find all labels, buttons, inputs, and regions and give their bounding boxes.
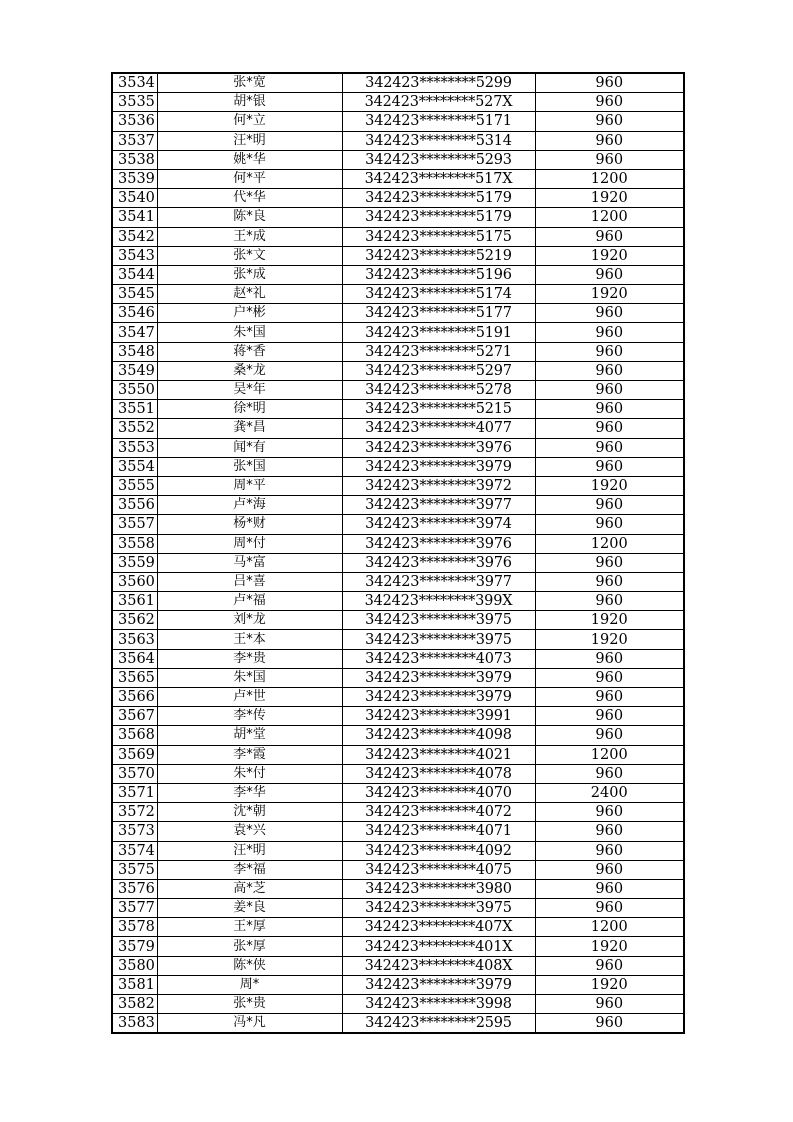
name-cell: 汪*明 (157, 841, 342, 860)
id-number-cell: 342423********3975 (342, 611, 535, 630)
id-number-cell: 342423********5215 (342, 400, 535, 419)
id-number-cell: 342423********3977 (342, 496, 535, 515)
name-cell: 龚*昌 (157, 419, 342, 438)
table-row (112, 131, 684, 150)
table-row (112, 534, 684, 553)
row-number-cell: 3547 (112, 323, 157, 342)
name-cell: 汪*明 (157, 131, 342, 150)
id-number-cell: 342423********4078 (342, 764, 535, 783)
amount-cell: 1200 (535, 208, 684, 227)
row-number-cell: 3549 (112, 361, 157, 380)
id-number-cell: 342423********5293 (342, 150, 535, 169)
name-cell: 胡*堂 (157, 726, 342, 745)
id-number-cell: 342423********3976 (342, 553, 535, 572)
table-row (112, 496, 684, 515)
amount-cell: 960 (535, 841, 684, 860)
table-row (112, 764, 684, 783)
name-cell: 卢*海 (157, 496, 342, 515)
table-row (112, 553, 684, 572)
table-row (112, 841, 684, 860)
row-number-cell: 3545 (112, 285, 157, 304)
id-number-cell: 342423********3979 (342, 457, 535, 476)
amount-cell: 960 (535, 400, 684, 419)
table-row (112, 381, 684, 400)
amount-cell: 960 (535, 822, 684, 841)
amount-cell: 960 (535, 131, 684, 150)
id-number-cell: 342423********4072 (342, 803, 535, 822)
table-row (112, 630, 684, 649)
amount-cell: 960 (535, 764, 684, 783)
amount-cell: 1920 (535, 937, 684, 956)
table-row (112, 572, 684, 591)
id-number-cell: 342423********4098 (342, 726, 535, 745)
name-cell: 李*传 (157, 707, 342, 726)
id-number-cell: 342423********5297 (342, 361, 535, 380)
row-number-cell: 3558 (112, 534, 157, 553)
data-table (111, 72, 685, 1034)
table-row (112, 208, 684, 227)
row-number-cell: 3573 (112, 822, 157, 841)
id-number-cell: 342423********4021 (342, 745, 535, 764)
amount-cell: 1920 (535, 285, 684, 304)
row-number-cell: 3539 (112, 169, 157, 188)
row-number-cell: 3553 (112, 438, 157, 457)
table-row (112, 246, 684, 265)
name-cell: 户*彬 (157, 304, 342, 323)
table-body (112, 73, 684, 1033)
id-number-cell: 342423********4073 (342, 649, 535, 668)
row-number-cell: 3550 (112, 381, 157, 400)
amount-cell: 960 (535, 592, 684, 611)
table-row (112, 361, 684, 380)
id-number-cell: 342423********5179 (342, 208, 535, 227)
id-number-cell: 342423********401X (342, 937, 535, 956)
row-number-cell: 3568 (112, 726, 157, 745)
row-number-cell: 3557 (112, 515, 157, 534)
row-number-cell: 3580 (112, 956, 157, 975)
id-number-cell: 342423********4075 (342, 860, 535, 879)
name-cell: 卢*世 (157, 688, 342, 707)
id-number-cell: 342423********4092 (342, 841, 535, 860)
name-cell: 周* (157, 975, 342, 994)
name-cell: 王*本 (157, 630, 342, 649)
row-number-cell: 3560 (112, 572, 157, 591)
row-number-cell: 3548 (112, 342, 157, 361)
name-cell: 吴*年 (157, 381, 342, 400)
id-number-cell: 342423********5299 (342, 73, 535, 93)
table-row (112, 879, 684, 898)
row-number-cell: 3565 (112, 668, 157, 687)
amount-cell: 1200 (535, 534, 684, 553)
id-number-cell: 342423********5271 (342, 342, 535, 361)
amount-cell: 960 (535, 879, 684, 898)
table-row (112, 93, 684, 112)
amount-cell: 960 (535, 803, 684, 822)
amount-cell: 960 (535, 381, 684, 400)
row-number-cell: 3559 (112, 553, 157, 572)
id-number-cell: 342423********4070 (342, 783, 535, 802)
amount-cell: 960 (535, 956, 684, 975)
name-cell: 李*福 (157, 860, 342, 879)
table-row (112, 438, 684, 457)
name-cell: 张*文 (157, 246, 342, 265)
table-row (112, 1014, 684, 1034)
table-row (112, 419, 684, 438)
name-cell: 何*平 (157, 169, 342, 188)
id-number-cell: 342423********4077 (342, 419, 535, 438)
id-number-cell: 342423********3976 (342, 534, 535, 553)
name-cell: 张*厚 (157, 937, 342, 956)
name-cell: 朱*付 (157, 764, 342, 783)
table-row (112, 899, 684, 918)
amount-cell: 960 (535, 726, 684, 745)
name-cell: 姚*华 (157, 150, 342, 169)
name-cell: 王*成 (157, 227, 342, 246)
table-row (112, 457, 684, 476)
table-row (112, 649, 684, 668)
table-row (112, 73, 684, 93)
id-number-cell: 342423********3998 (342, 995, 535, 1014)
name-cell: 袁*兴 (157, 822, 342, 841)
table-row (112, 611, 684, 630)
name-cell: 张*成 (157, 265, 342, 284)
id-number-cell: 342423********527X (342, 93, 535, 112)
row-number-cell: 3563 (112, 630, 157, 649)
table-row (112, 150, 684, 169)
table-row (112, 515, 684, 534)
amount-cell: 960 (535, 515, 684, 534)
id-number-cell: 342423********3974 (342, 515, 535, 534)
table-row (112, 476, 684, 495)
table-row (112, 995, 684, 1014)
name-cell: 马*富 (157, 553, 342, 572)
id-number-cell: 342423********5219 (342, 246, 535, 265)
amount-cell: 960 (535, 323, 684, 342)
id-number-cell: 342423********3979 (342, 975, 535, 994)
row-number-cell: 3575 (112, 860, 157, 879)
table-row (112, 688, 684, 707)
row-number-cell: 3569 (112, 745, 157, 764)
amount-cell: 1920 (535, 189, 684, 208)
name-cell: 代*华 (157, 189, 342, 208)
row-number-cell: 3578 (112, 918, 157, 937)
table-row (112, 975, 684, 994)
row-number-cell: 3544 (112, 265, 157, 284)
name-cell: 胡*银 (157, 93, 342, 112)
name-cell: 刘*龙 (157, 611, 342, 630)
name-cell: 高*芝 (157, 879, 342, 898)
row-number-cell: 3542 (112, 227, 157, 246)
name-cell: 闻*有 (157, 438, 342, 457)
name-cell: 姜*良 (157, 899, 342, 918)
row-number-cell: 3555 (112, 476, 157, 495)
table-row (112, 707, 684, 726)
table-row (112, 323, 684, 342)
amount-cell: 960 (535, 1014, 684, 1034)
amount-cell: 960 (535, 668, 684, 687)
row-number-cell: 3570 (112, 764, 157, 783)
table-row (112, 783, 684, 802)
id-number-cell: 342423********5175 (342, 227, 535, 246)
amount-cell: 960 (535, 438, 684, 457)
name-cell: 朱*国 (157, 323, 342, 342)
id-number-cell: 342423********3972 (342, 476, 535, 495)
name-cell: 杨*财 (157, 515, 342, 534)
table-row (112, 400, 684, 419)
table-row (112, 592, 684, 611)
name-cell: 桑*龙 (157, 361, 342, 380)
table-row (112, 745, 684, 764)
name-cell: 卢*福 (157, 592, 342, 611)
name-cell: 李*霞 (157, 745, 342, 764)
id-number-cell: 342423********5171 (342, 112, 535, 131)
name-cell: 沈*朝 (157, 803, 342, 822)
amount-cell: 960 (535, 227, 684, 246)
table-row (112, 956, 684, 975)
amount-cell: 1920 (535, 246, 684, 265)
id-number-cell: 342423********3991 (342, 707, 535, 726)
row-number-cell: 3534 (112, 73, 157, 93)
amount-cell: 1920 (535, 630, 684, 649)
amount-cell: 960 (535, 688, 684, 707)
id-number-cell: 342423********3976 (342, 438, 535, 457)
row-number-cell: 3562 (112, 611, 157, 630)
table-row (112, 112, 684, 131)
name-cell: 王*厚 (157, 918, 342, 937)
name-cell: 张*宽 (157, 73, 342, 93)
name-cell: 张*国 (157, 457, 342, 476)
table-row (112, 285, 684, 304)
table-row (112, 189, 684, 208)
row-number-cell: 3579 (112, 937, 157, 956)
amount-cell: 960 (535, 342, 684, 361)
name-cell: 李*贵 (157, 649, 342, 668)
id-number-cell: 342423********5196 (342, 265, 535, 284)
table-row (112, 860, 684, 879)
amount-cell: 1920 (535, 476, 684, 495)
row-number-cell: 3537 (112, 131, 157, 150)
id-number-cell: 342423********408X (342, 956, 535, 975)
amount-cell: 1920 (535, 611, 684, 630)
row-number-cell: 3583 (112, 1014, 157, 1034)
name-cell: 赵*礼 (157, 285, 342, 304)
amount-cell: 960 (535, 150, 684, 169)
id-number-cell: 342423********3975 (342, 899, 535, 918)
row-number-cell: 3551 (112, 400, 157, 419)
amount-cell: 960 (535, 995, 684, 1014)
table-row (112, 822, 684, 841)
id-number-cell: 342423********5174 (342, 285, 535, 304)
id-number-cell: 342423********407X (342, 918, 535, 937)
name-cell: 徐*明 (157, 400, 342, 419)
name-cell: 陈*侠 (157, 956, 342, 975)
id-number-cell: 342423********3979 (342, 668, 535, 687)
row-number-cell: 3546 (112, 304, 157, 323)
amount-cell: 960 (535, 860, 684, 879)
table-row (112, 169, 684, 188)
amount-cell: 960 (535, 93, 684, 112)
id-number-cell: 342423********3979 (342, 688, 535, 707)
id-number-cell: 342423********3975 (342, 630, 535, 649)
table-row (112, 937, 684, 956)
row-number-cell: 3577 (112, 899, 157, 918)
amount-cell: 1200 (535, 169, 684, 188)
table-row (112, 265, 684, 284)
amount-cell: 960 (535, 899, 684, 918)
amount-cell: 960 (535, 419, 684, 438)
id-number-cell: 342423********3977 (342, 572, 535, 591)
id-number-cell: 342423********2595 (342, 1014, 535, 1034)
row-number-cell: 3576 (112, 879, 157, 898)
table-row (112, 726, 684, 745)
row-number-cell: 3574 (112, 841, 157, 860)
row-number-cell: 3536 (112, 112, 157, 131)
row-number-cell: 3571 (112, 783, 157, 802)
name-cell: 张*贵 (157, 995, 342, 1014)
table-row (112, 668, 684, 687)
amount-cell: 960 (535, 457, 684, 476)
table-row (112, 918, 684, 937)
amount-cell: 960 (535, 572, 684, 591)
row-number-cell: 3567 (112, 707, 157, 726)
row-number-cell: 3561 (112, 592, 157, 611)
name-cell: 吕*喜 (157, 572, 342, 591)
amount-cell: 960 (535, 304, 684, 323)
row-number-cell: 3552 (112, 419, 157, 438)
name-cell: 朱*国 (157, 668, 342, 687)
id-number-cell: 342423********4071 (342, 822, 535, 841)
name-cell: 何*立 (157, 112, 342, 131)
name-cell: 蒋*香 (157, 342, 342, 361)
id-number-cell: 342423********5191 (342, 323, 535, 342)
name-cell: 冯*凡 (157, 1014, 342, 1034)
row-number-cell: 3543 (112, 246, 157, 265)
name-cell: 陈*良 (157, 208, 342, 227)
row-number-cell: 3540 (112, 189, 157, 208)
amount-cell: 960 (535, 265, 684, 284)
id-number-cell: 342423********5278 (342, 381, 535, 400)
id-number-cell: 342423********517X (342, 169, 535, 188)
id-number-cell: 342423********5177 (342, 304, 535, 323)
amount-cell: 960 (535, 112, 684, 131)
amount-cell: 960 (535, 707, 684, 726)
amount-cell: 1200 (535, 745, 684, 764)
row-number-cell: 3538 (112, 150, 157, 169)
table-row (112, 803, 684, 822)
row-number-cell: 3541 (112, 208, 157, 227)
name-cell: 周*平 (157, 476, 342, 495)
amount-cell: 2400 (535, 783, 684, 802)
row-number-cell: 3582 (112, 995, 157, 1014)
row-number-cell: 3564 (112, 649, 157, 668)
id-number-cell: 342423********5179 (342, 189, 535, 208)
row-number-cell: 3535 (112, 93, 157, 112)
amount-cell: 960 (535, 73, 684, 93)
amount-cell: 960 (535, 553, 684, 572)
amount-cell: 1920 (535, 975, 684, 994)
amount-cell: 960 (535, 496, 684, 515)
amount-cell: 1200 (535, 918, 684, 937)
name-cell: 李*华 (157, 783, 342, 802)
row-number-cell: 3554 (112, 457, 157, 476)
table-row (112, 227, 684, 246)
row-number-cell: 3556 (112, 496, 157, 515)
row-number-cell: 3581 (112, 975, 157, 994)
id-number-cell: 342423********3980 (342, 879, 535, 898)
row-number-cell: 3572 (112, 803, 157, 822)
id-number-cell: 342423********399X (342, 592, 535, 611)
amount-cell: 960 (535, 649, 684, 668)
amount-cell: 960 (535, 361, 684, 380)
id-number-cell: 342423********5314 (342, 131, 535, 150)
table-row (112, 342, 684, 361)
name-cell: 周*付 (157, 534, 342, 553)
row-number-cell: 3566 (112, 688, 157, 707)
table-row (112, 304, 684, 323)
